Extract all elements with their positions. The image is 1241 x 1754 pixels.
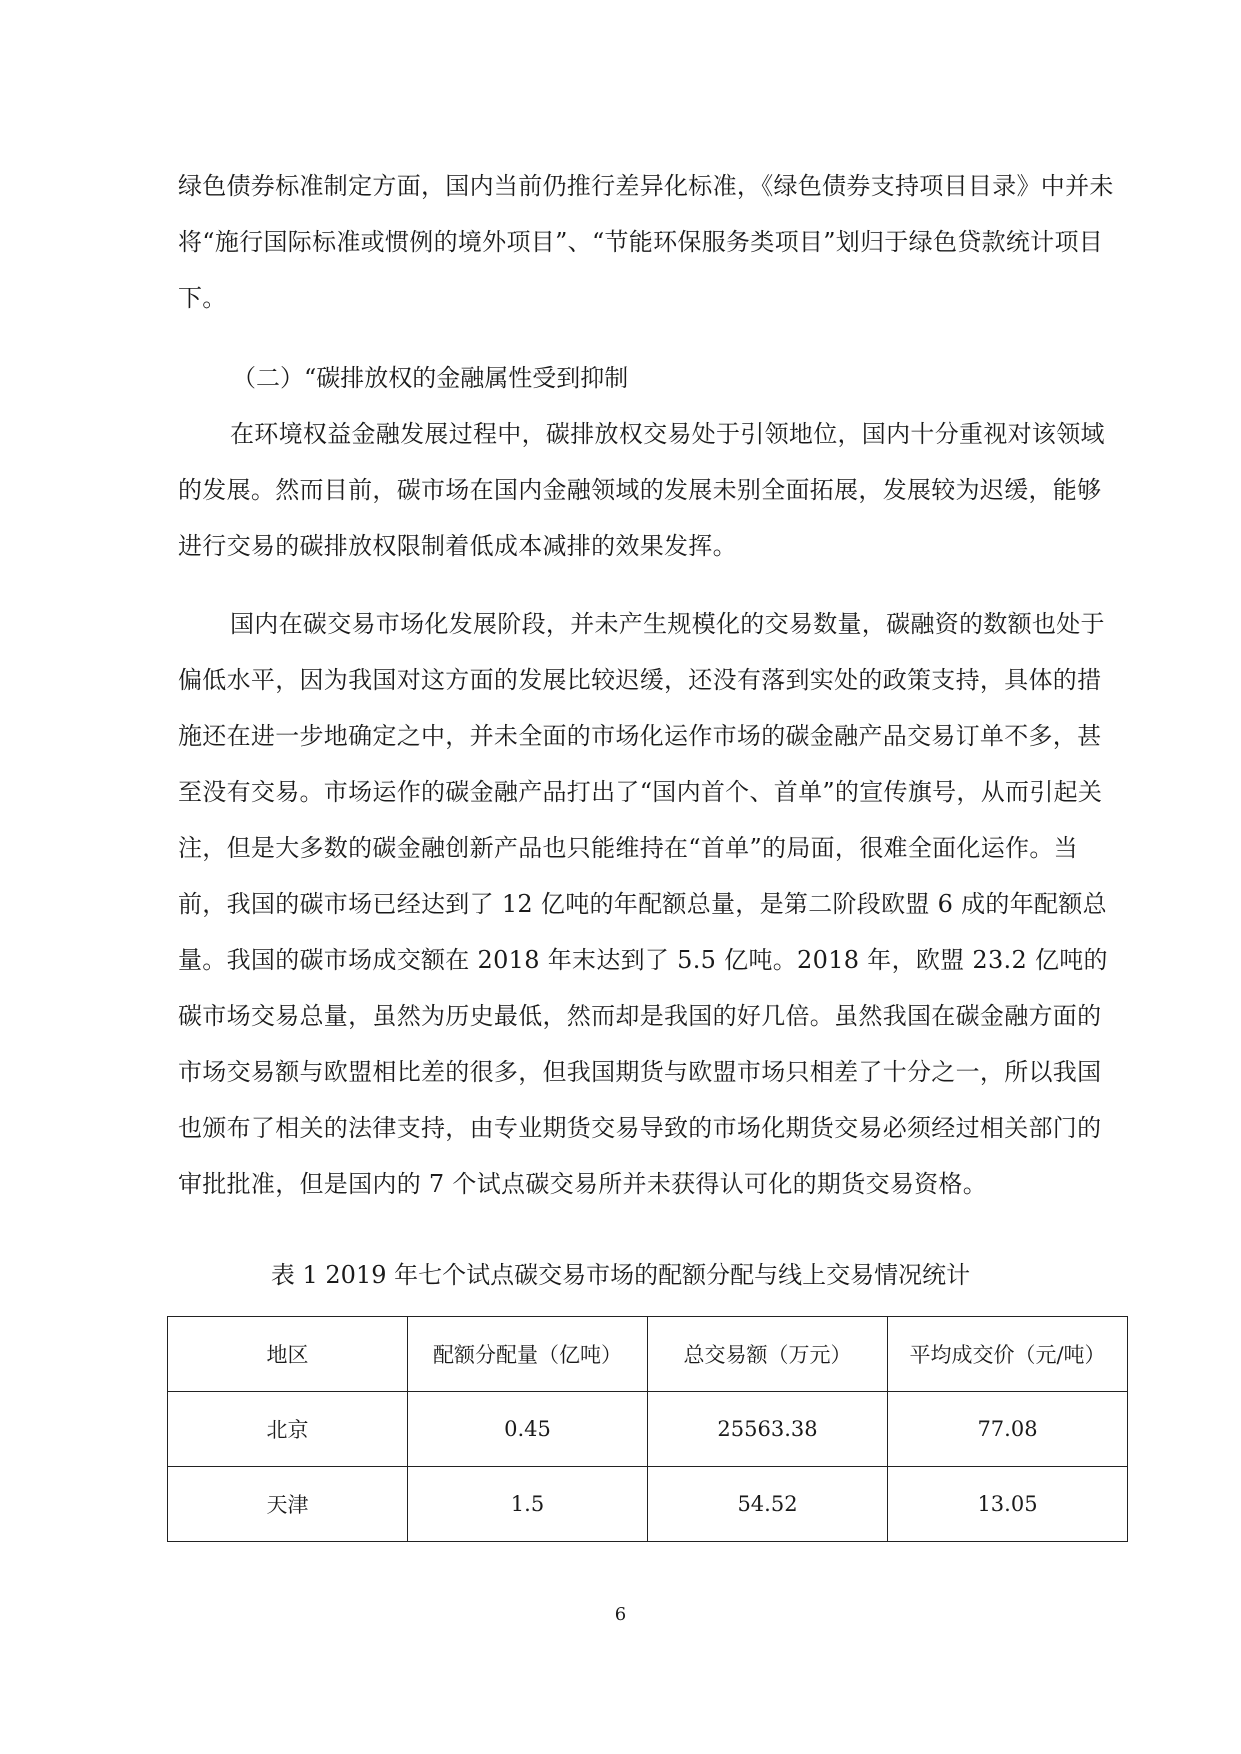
header-cell: 地区 [168,1317,408,1392]
paragraph-carbon-rights: 在环境权益金融发展过程中，碳排放权交易处于引领地位，国内十分重视对该领域的发展。然而目前，碳市场在国内金融领域的发展未别全面拓展，发展较为迟缓，能够进行交易的碳排放权限制着低成本减排的效果发挥。 [178,420,1105,560]
page-number: 6 [614,1604,627,1625]
table-cell: 1.5 [408,1467,648,1542]
pilot-market-table [167,1316,1128,1542]
table-cell: 北京 [168,1392,408,1467]
table-cell: 天津 [168,1467,408,1542]
table-cell: 0.45 [408,1392,648,1467]
paragraph-carbon-market: 国内在碳交易市场化发展阶段，并未产生规模化的交易数量，碳融资的数额也处于偏低水平，因为我国对这方面的发展比较迟缓，还没有落到实处的政策支持，具体的措施还在进一步地确定之中，并未全面的市场化运作市场的碳金融产品交易订单不多，甚至没有交易。市场运作的碳金融产品打出了“国内首个、首单”的宣传旗号，从而引起关注，但是大多数的碳金融创新产品也只能维持在“首单”的局面，很难全面化运作。当前，我国的碳市场已经达到了 12 亿吨的年配额总量，是第二阶段欧盟 6 成的年配额总量。我国的碳市场成交额在 2018 年末达到了 5.5 亿吨。2018 年，欧盟 23.2 亿吨的碳市场交易总量，虽然为历史最低，然而却是我国的好几倍。虽然我国在碳金融方面的市场交易额与欧盟相比差的很多，但我国期货与欧盟市场只相差了十分之一，所以我国也颁布了相关的法律支持，由专业期货交易导致的市场化期货交易必须经过相关部门的审批批准，但是国内的 7 个试点碳交易所并未获得认可化的期货交易资格。 [178,610,1108,1198]
table-cell: 54.52 [648,1467,888,1542]
table-cell: 77.08 [888,1392,1128,1467]
paragraph-green-bond-standards: 绿色债券标准制定方面，国内当前仍推行差异化标准，《绿色债券支持项目目录》中并未将“施行国际标准或惯例的境外项目”、“节能环保服务类项目”划归于绿色贷款统计项目下。 [178,172,1114,312]
table-cell: 13.05 [888,1467,1128,1542]
header-cell: 总交易额（万元） [648,1317,888,1392]
section-heading: （二）“碳排放权的金融属性受到抑制 [232,364,629,392]
table-caption: 表 1 2019 年七个试点碳交易市场的配额分配与线上交易情况统计 [270,1261,971,1289]
header-cell: 平均成交价（元/吨） [888,1317,1128,1392]
header-cell: 配额分配量（亿吨） [408,1317,648,1392]
table-cell: 25563.38 [648,1392,888,1467]
table-header-row [168,1317,1128,1392]
table-row [168,1467,1128,1542]
table-row [168,1392,1128,1467]
